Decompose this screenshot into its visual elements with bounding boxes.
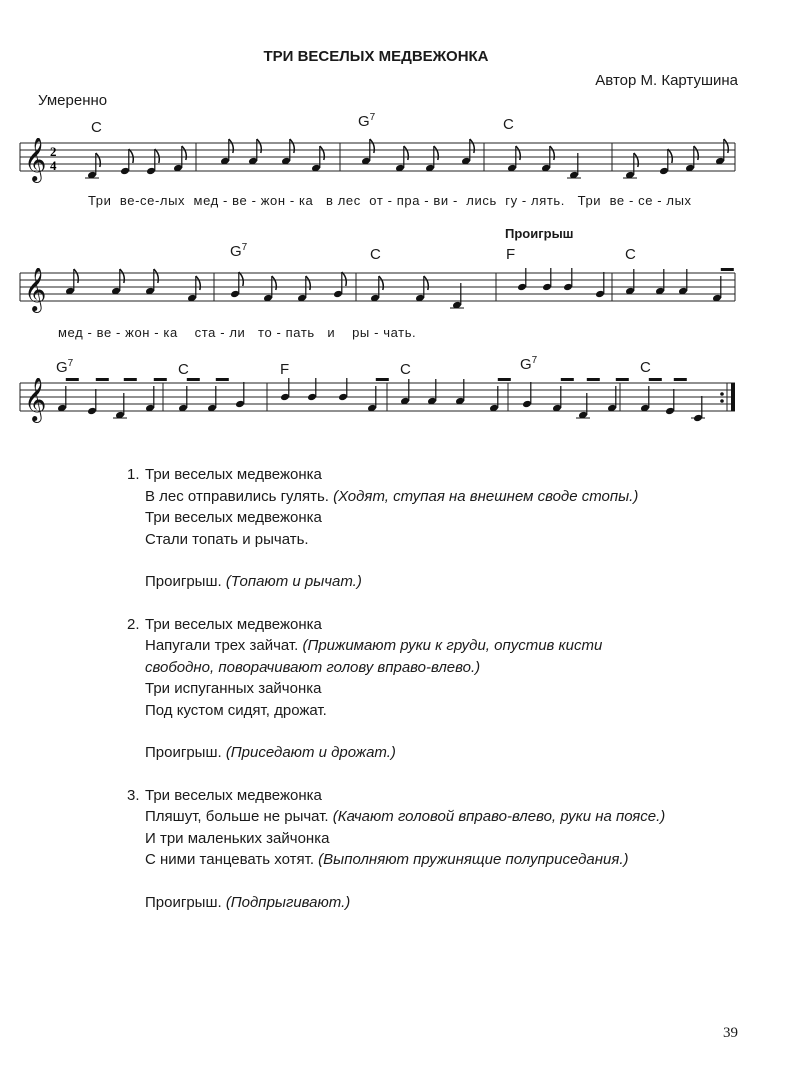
note-flag <box>196 276 201 290</box>
verse-text: Три веселых медвежонка <box>145 615 322 633</box>
note-beam <box>376 378 389 381</box>
note-flag <box>550 146 555 160</box>
verse-text: Три веселых медвежонка <box>145 786 322 804</box>
chord-symbol: F <box>280 361 290 378</box>
note-flag <box>120 269 125 283</box>
verses-section <box>127 464 765 934</box>
note-flag <box>96 153 101 167</box>
note-flag <box>182 146 187 160</box>
verse-text: Под кустом сидят, дрожат. <box>145 701 327 719</box>
verse-line <box>145 678 765 700</box>
chord-symbol: C <box>625 246 636 263</box>
note-beam <box>96 378 109 381</box>
stage-direction: (Прижимают руки к груди, опустив кисти <box>302 637 603 654</box>
note-flag <box>129 149 134 163</box>
note-flag <box>634 153 639 167</box>
note-flag <box>668 149 673 163</box>
chord-symbol: $G^7$ <box>358 112 376 130</box>
chord-symbol: $G^7$ <box>56 358 74 376</box>
note-flag <box>272 276 277 290</box>
note-flag <box>257 139 262 153</box>
note-beam <box>124 378 137 381</box>
note-flag <box>290 139 295 153</box>
chord-symbol: $G^7$ <box>230 242 248 260</box>
stage-direction: (Выполняют пружинящие полуприседания.) <box>318 851 629 868</box>
time-signature-top: 2 <box>50 144 57 159</box>
verse-block <box>127 614 765 764</box>
verse-text: И три маленьких зайчонка <box>145 829 330 847</box>
chord-symbol: $G^7$ <box>520 355 538 373</box>
music-staff <box>0 378 786 428</box>
verse-text: В лес отправились гулять. <box>145 487 334 505</box>
note-beam <box>587 378 600 381</box>
verse-line <box>145 806 765 828</box>
chord-symbol: C <box>370 246 381 263</box>
stage-direction: (Ходят, ступая на внешнем своде стопы.) <box>333 487 639 505</box>
music-staff <box>0 268 786 318</box>
verse-text: С ними танцевать хотят. <box>145 851 319 868</box>
verse-line <box>127 614 765 636</box>
song-title: ТРИ ВЕСЕЛЫХ МЕДВЕЖОНКА <box>263 48 489 65</box>
interlude-text: Проигрыш. <box>145 744 226 761</box>
verse-number: 2. <box>127 615 140 633</box>
stage-direction: (Топают и рычат.) <box>225 573 362 590</box>
verse-line <box>145 507 765 529</box>
chord-symbol: C <box>91 119 102 136</box>
note-flag <box>724 139 729 153</box>
verse-number: 3. <box>127 786 140 804</box>
time-signature-bottom: 4 <box>50 158 57 173</box>
note-flag <box>470 139 475 153</box>
verse-line <box>145 849 765 871</box>
note-beam <box>674 378 687 381</box>
interlude-marking: Проигрыш <box>505 226 574 241</box>
author-credit: Автор М. Картушина <box>595 72 738 89</box>
notes-group <box>65 268 734 309</box>
verse-number: 1. <box>127 466 140 483</box>
treble-clef-icon: 𝄞 <box>24 378 47 421</box>
verse-line <box>145 657 765 679</box>
verse-text: Стали топать и рычать. <box>145 530 309 548</box>
note-flag <box>229 139 234 153</box>
note-flag <box>74 269 79 283</box>
verse-text: Три веселых медвежонка <box>145 466 322 483</box>
note-flag <box>404 146 409 160</box>
note-flag <box>424 276 429 290</box>
verse-text: Пляшут, больше не рычат. <box>145 808 333 825</box>
verse-line <box>145 828 765 850</box>
note-flag <box>320 146 325 160</box>
verse-line <box>145 486 765 508</box>
chord-symbol: C <box>400 361 411 378</box>
lyrics-line: мед - ве - жон - ка ста - ли то - пать и ры - чать. <box>58 325 417 340</box>
chord-symbol: C <box>640 359 651 376</box>
chord-symbol: C <box>503 116 514 133</box>
note-flag <box>434 146 439 160</box>
interlude-line <box>145 892 765 914</box>
interlude-text: Проигрыш. <box>145 893 226 911</box>
verse-text: Напугали трех зайчат. <box>145 637 303 654</box>
note-flag <box>694 146 699 160</box>
note-flag <box>239 272 244 286</box>
notes-group <box>57 378 705 422</box>
stage-direction: (Приседают и дрожат.) <box>225 744 396 761</box>
note-beam <box>498 378 511 381</box>
verse-line <box>127 464 765 486</box>
note-beam <box>154 378 167 381</box>
note-beam <box>187 378 200 381</box>
interlude-line <box>145 742 765 764</box>
verse-line <box>145 529 765 551</box>
lyrics-line: Три ве-се-лых мед - ве - жон - ка в лес от - пра - ви - лись гу - лять. Три ве - се - лых <box>88 193 692 208</box>
note-beam <box>616 378 629 381</box>
verse-line <box>145 700 765 722</box>
note-flag <box>516 146 521 160</box>
music-staff <box>0 138 786 188</box>
page-number: 39 <box>723 1025 738 1041</box>
note-flag <box>370 139 375 153</box>
interlude-text: Проигрыш. <box>145 573 226 590</box>
note-beam <box>649 378 662 381</box>
stage-direction: (Подпрыгивают.) <box>225 893 351 911</box>
treble-clef-icon: 𝄞 <box>24 268 47 311</box>
verse-block <box>127 785 765 914</box>
note-flag <box>306 276 311 290</box>
verse-text: Три испуганных зайчонка <box>145 680 322 697</box>
verse-text: Три веселых медвежонка <box>145 509 322 526</box>
verse-line <box>127 785 765 807</box>
note-beam <box>561 378 574 381</box>
tempo-marking: Умеренно <box>38 92 108 109</box>
note-flag <box>154 269 159 283</box>
verse-block <box>127 464 765 593</box>
note-beam <box>721 268 734 271</box>
note-flag <box>379 276 384 290</box>
note-beam <box>216 378 229 381</box>
notes-group <box>85 139 728 179</box>
note-beam <box>66 378 79 381</box>
treble-clef-icon: 𝄞 <box>24 138 47 181</box>
verse-line <box>145 635 765 657</box>
chord-symbol: F <box>506 246 516 263</box>
note-flag <box>342 272 347 286</box>
stage-direction: (Качают головой вправо-влево, руки на поясе.) <box>332 808 666 825</box>
interlude-line <box>145 571 765 593</box>
stage-direction: свободно, поворачивают голову вправо-влево.) <box>145 658 481 676</box>
chord-symbol: C <box>178 361 189 378</box>
note-flag <box>155 149 160 163</box>
